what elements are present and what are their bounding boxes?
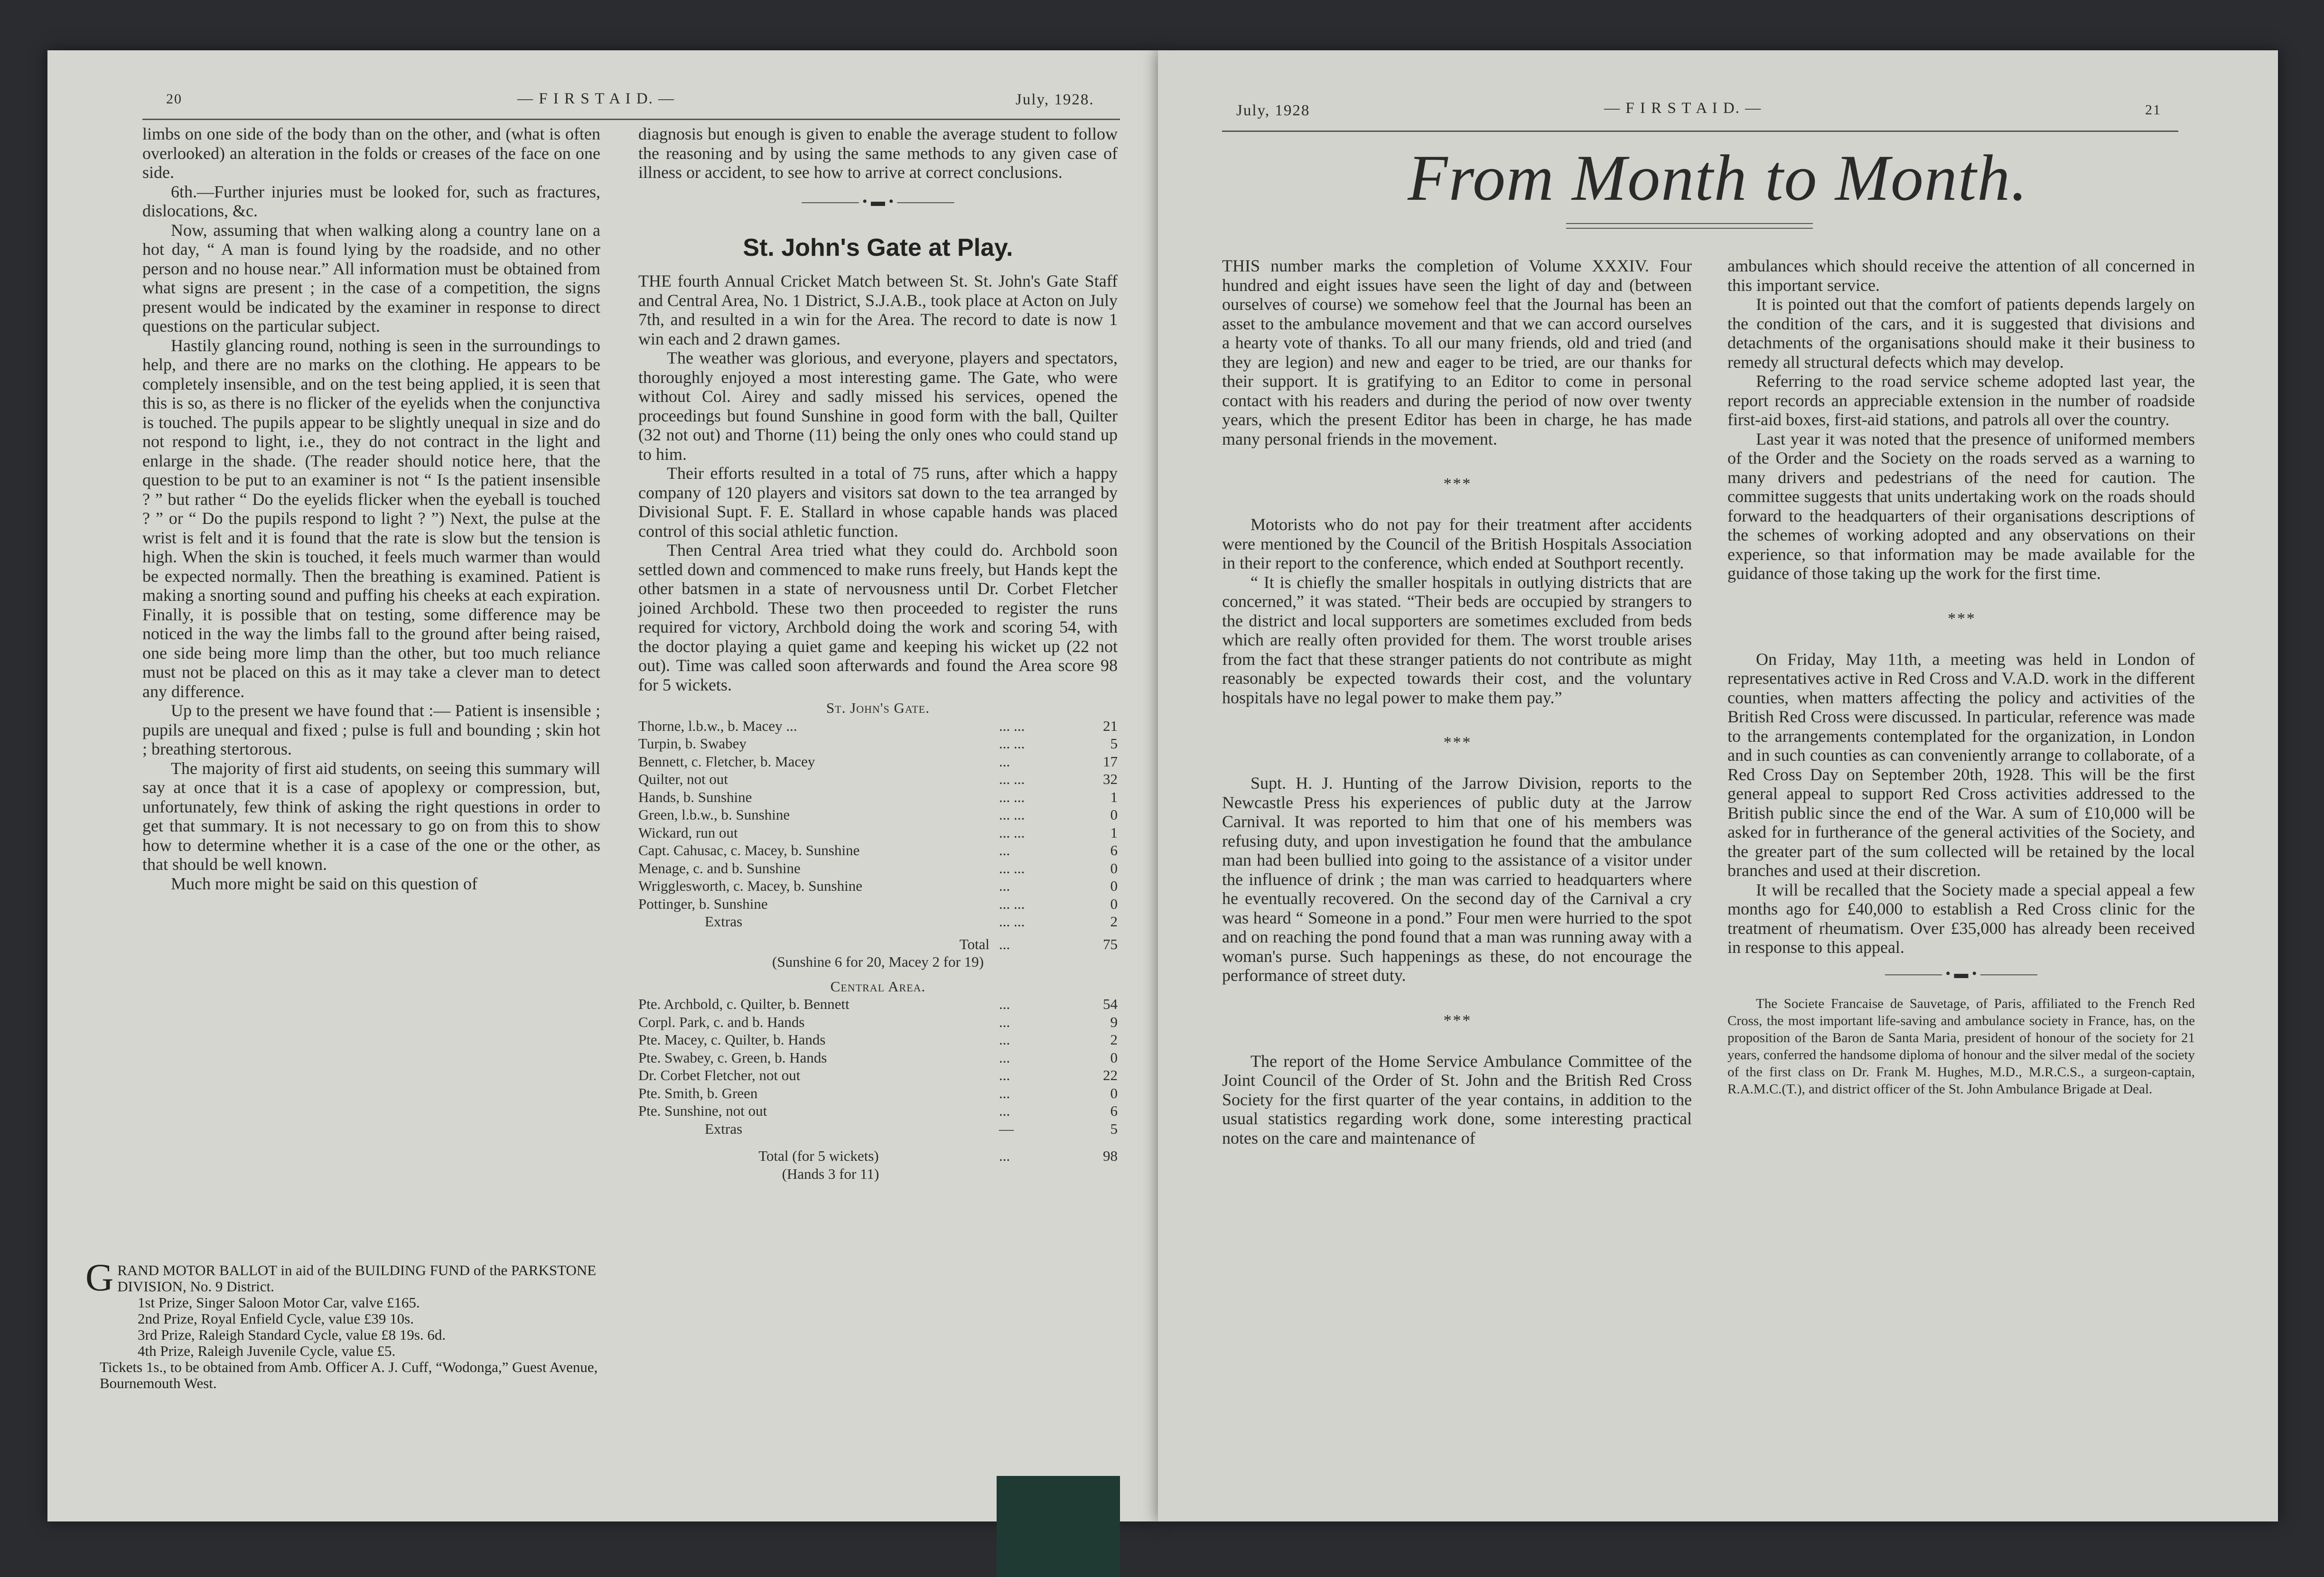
paragraph: The majority of first aid students, on seeing this summary will say at once that it is a case of apoplexy or compression, but, unfortunately, few think of asking the right questions in order to get that summary. It is not necessary to go on from this to show how to determine whether it is a case of the one or the other, as that should be well known. <box>142 758 600 874</box>
paragraph: Motorists who do not pay for their treatment after accidents were mentioned by the Council of the British Hospitals Association in their report to the conference, which ended at Southport recently. <box>1222 515 1692 572</box>
left-column-1 <box>142 124 600 893</box>
left-running-title: — F I R S T A I D. — <box>517 90 675 107</box>
scorecard-gate <box>638 699 1118 1183</box>
right-date: July, 1928 <box>1236 102 1310 119</box>
score-row: Extras ... ... 2 <box>705 913 1118 930</box>
paragraph: It will be recalled that the Society made a special appeal a few months ago for £40,000 to establish a Red Cross clinic for the treatment of rheumatism. Over £35,000 has already been received in response to this appeal. <box>1727 880 2195 957</box>
paragraph: limbs on one side of the body than on the other, and (what is often overlooked) an alteration in the folds or creases of the face on one side. <box>142 124 600 182</box>
bowling-summary: (Hands 3 for 11) <box>782 1165 879 1182</box>
paragraph: “ It is chiefly the smaller hospitals in outlying districts that are concerned,” it was stated. “Their beds are occupied by strangers to the district and local supporters are sometimes excluded from beds which are really often provided for them. The worst trouble arises from the fact that these stranger patients do not contribute as might reasonably be expected towards their cost, and the voluntary hospitals have no legal power to make them pay.” <box>1222 572 1692 707</box>
left-date: July, 1928. <box>1016 91 1094 108</box>
right-running-title: — F I R S T A I D. — <box>1604 100 1762 117</box>
prize-line: 1st Prize, Singer Saloon Motor Car, valve £165. <box>138 1294 420 1311</box>
article-heading: St. John's Gate at Play. <box>743 233 1013 261</box>
right-column-2 <box>1727 256 2195 1098</box>
score-total: Total ... 75 <box>959 935 1118 952</box>
paragraph: It is pointed out that the comfort of patients depends largely on the condition of the cars, and it is suggested that divisions and detachments of the organisations should make it their business to remedy all structural defects which may develop. <box>1727 295 2195 372</box>
scorecard-title: St. John's Gate. <box>826 700 930 716</box>
paragraph: ambulances which should receive the attention of all concerned in this important service. <box>1727 256 2195 295</box>
left-page-number: 20 <box>166 91 182 107</box>
paragraph: Referring to the road service scheme adopted last year, the report records an appreciable extension in the number of roadside first-aid boxes, first-aid stations, and patrols all over the country. <box>1727 372 2195 429</box>
score-row: Hands, b. Sunshine ... ... 1 <box>638 788 1118 805</box>
asterism: * * * <box>1443 475 1471 493</box>
paragraph: Supt. H. J. Hunting of the Jarrow Division, reports to the Newcastle Press his experiences of public duty at the Jarrow Carnival. It was reported to him that one of his members was refusing duty, and upon investigation he found that the ambulance man had been bullied into going to the assistance of a visitor under the influence of drink ; the man was carried to headquarters where he eventually recovered. On the second day of the Carnival a cry was heard “ Someone in a pond.” Four men were hurried to the spot and on reaching the pond found that a man was running away with a woman's purse. Such happenings as these, do not encourage the performance of street duty. <box>1222 774 1692 985</box>
score-total: Total (for 5 wickets) ... 98 <box>758 1148 1118 1164</box>
title-underline <box>1566 223 1813 224</box>
score-row: Corpl. Park, c. and b. Hands ... 9 <box>638 1013 1118 1030</box>
ballot-notice <box>85 1256 598 1391</box>
paragraph: Their efforts resulted in a total of 75 runs, after which a happy company of 120 players and visitors sat down to the tea arranged by Divisional Supt. F. E. Stallard in whose capable hands was placed control of this social athletic function. <box>638 464 1118 541</box>
score-row: Pte. Archbold, c. Quilter, b. Bennett ... 54 <box>638 996 1118 1012</box>
right-header-rule <box>1222 131 2178 132</box>
score-row: Capt. Cahusac, c. Macey, b. Sunshine ... 6 <box>638 842 1118 858</box>
right-column-1 <box>1222 256 1692 1148</box>
paragraph: diagnosis but enough is given to enable the average student to follow the reasoning and by using the same methods to any given case of illness or accident, to see how to arrive at correct conclusions. <box>638 124 1118 182</box>
book-spine <box>997 1476 1120 1577</box>
title-underline <box>1566 228 1813 229</box>
score-row: Menage, c. and b. Sunshine ... ... 0 <box>638 859 1118 877</box>
score-row: Quilter, not out ... ... 32 <box>638 771 1118 787</box>
asterism: * * * <box>1948 609 1975 627</box>
score-row: Thorne, l.b.w., b. Macey ... ... ... 21 <box>638 717 1118 734</box>
small-paragraph: The Societe Francaise de Sauvetage, of Paris, affiliated to the French Red Cross, the most important life-saving and ambulance society in France, has, on the proposition of the Baron de Santa Maria, president of honour of the society for 21 years, conferred the handsome diploma of honour and the silver medal of the society of the first class on Dr. Frank M. Hughes, M.D., M.R.C.S., a surgeon-captain, R.A.M.C.(T.), and district officer of the St. John Ambulance Brigade at Deal. <box>1727 996 2195 1097</box>
bowling-summary: (Sunshine 6 for 20, Macey 2 for 19) <box>772 953 984 970</box>
paragraph: Hastily glancing round, nothing is seen in the surroundings to help, and there are no marks on the clothing. He appears to be completely insensible, and on the test being applied, it is seen that this is so, as there is no flicker of the eyelids when the conjunctiva is touched. The pupils appear to be slightly unequal in size and do not respond to light, i.e., they do not contract in the light and enlarge in the shade. (The reader should notice here, that the question to be put to an examiner is not “ Is the patient insensible ? ” but rather “ Do the eyelids flicker when the eyeball is touched ? ” or “ Do the pupils respond to light ? ”) Next, the pulse at the wrist is felt and it is found that the rate is slow but the tension is high. When the skin is touched, it feels much warmer than would be expected normally. Then the breathing is examined. Patient is making a snorting sound and puffing his cheeks at each expiration. Finally, it is possible that on testing, some difference may be noticed in the way the limbs fall to the ground after being raised, one side being more limp than the other, but too much reliance must not be placed on this as it may take a clever man to detect any difference. <box>142 336 600 701</box>
scorecard-title: Central Area. <box>830 978 926 995</box>
left-column-2 <box>638 124 1118 1183</box>
score-row: Green, l.b.w., b. Sunshine ... ... 0 <box>638 806 1118 823</box>
paragraph: THIS number marks the completion of Volume XXXIV. Four hundred and eight issues have seen the light of day and (between ourselves of course) we somehow feel that the Journal has been an asset to the ambulance movement and that we can accord ourselves a hearty vote of thanks. To all our many friends, old and tried (and they are legion) and new and eager to be tried, are our thanks for their support. It is gratifying to an Editor to come in personal contact with his readers and during the period of now over twenty years, which the present Editor has been in charge, he has made many personal friends in the movement. <box>1222 256 1692 448</box>
section-title: From Month to Month. <box>1408 141 2028 214</box>
paragraph: The weather was glorious, and everyone, players and spectators, thoroughly enjoyed a most interesting game. The Gate, who were without Col. Airey and sadly missed his services, opened the proceedings but found Sunshine in good form with the ball, Quilter (32 not out) and Thorne (11) being the only ones who could stand up to him. <box>638 348 1118 464</box>
prize-line: 3rd Prize, Raleigh Standard Cycle, value £8 19s. 6d. <box>138 1326 446 1343</box>
left-header-rule <box>142 119 1120 120</box>
paragraph: Then Central Area tried what they could do. Archbold soon settled down and commenced to make runs freely, but Hands kept the other batsmen in a state of nervousness until Dr. Corbet Fletcher joined Archbold. These two then proceeded to register the runs required for victory, Archbold doing the work and scoring 54, with the doctor playing a quiet game and keeping his wicket up (22 not out). Time was called soon afterwards and found the Area score 98 for 5 wickets. <box>638 541 1118 694</box>
ballot-tickets: Tickets 1s., to be obtained from Amb. Officer A. J. Cuff, “Wodonga,” Guest Avenue, Bournemouth West. <box>100 1359 598 1391</box>
score-row: Pte. Swabey, c. Green, b. Hands ... 0 <box>638 1049 1118 1066</box>
score-row: Pte. Smith, b. Green ... 0 <box>638 1084 1118 1101</box>
paragraph: Much more might be said on this question of <box>171 874 477 893</box>
right-page-number: 21 <box>2145 102 2161 118</box>
paragraph: Now, assuming that when walking along a country lane on a hot day, “ A man is found lying by the roadside, and no other person and no house near.” All information must be obtained from what signs are present ; in the case of a competition, the signs present would be indicated by the examiner in response to direct questions on the particular subject. <box>142 220 600 336</box>
prize-line: 2nd Prize, Royal Enfield Cycle, value £39 10s. <box>138 1310 414 1327</box>
score-row: Pte. Sunshine, not out ... 6 <box>638 1102 1118 1119</box>
score-row: Dr. Corbet Fletcher, not out ... 22 <box>638 1067 1118 1083</box>
paragraph: The report of the Home Service Ambulance Committee of the Joint Council of the Order of St. John and the British Red Cross Society for the first quarter of the year contains, in addition to the usual statistics regarding work done, some interesting practical notes on the care and maintenance of <box>1222 1051 1692 1148</box>
asterism: * * * <box>1443 734 1471 751</box>
score-row: Extras — 5 <box>705 1120 1118 1137</box>
asterism: * * * <box>1443 1011 1471 1029</box>
ballot-heading: RAND MOTOR BALLOT in aid of the BUILDING FUND of the PARKSTONE DIVISION, No. 9 District. <box>117 1262 597 1295</box>
dropcap: G <box>85 1256 114 1299</box>
ornament-divider: ———— • ▬ • ———— <box>1885 965 2037 981</box>
score-row: Wickard, run out ... ... 1 <box>638 824 1118 841</box>
paragraph: Last year it was noted that the presence of uniformed members of the Order and the Society on the roads served as a warning to many drivers and pedestrians of the need for caution. The committee suggests that units undertaking work on the roads should forward to the headquarters of their organisations descriptions of the schemes of working adopted and any observations on their experience, so that information may be made available for the guidance of those taking up the work for the first time. <box>1727 429 2195 583</box>
paragraph: On Friday, May 11th, a meeting was held in London of representatives active in Red Cross and V.A.D. work in the different counties, when matters affecting the policy and activities of the British Red Cross were discussed. In particular, reference was made to the arrangements contemplated for the organization, in London and in such counties as can conveniently arrange to collaborate, of a Red Cross Day on September 20th, 1928. This will be the first general appeal to support Red Cross activities addressed to the British public since the end of the War. A sum of £10,000 will be asked for in furtherance of the general activities of the Society, and the greater part of the sum collected will be retained by the local branches and used at their discretion. <box>1727 649 2195 880</box>
paragraph: THE fourth Annual Cricket Match between St. St. John's Gate Staff and Central Area, No. 1 District, S.J.A.B., took place at Acton on July 7th, and resulted in a win for the Area. The record to date is now 1 win each and 2 drawn games. <box>638 271 1118 348</box>
ornament-divider: ———— • ▬ • ———— <box>802 193 954 209</box>
paragraph: 6th.—Further injuries must be looked for, such as fractures, dislocations, &c. <box>142 182 600 220</box>
score-row: Pottinger, b. Sunshine ... ... 0 <box>638 895 1118 912</box>
score-row: Turpin, b. Swabey ... ... 5 <box>638 735 1118 752</box>
score-row: Pte. Macey, c. Quilter, b. Hands ... 2 <box>638 1031 1118 1048</box>
score-row: Wrigglesworth, c. Macey, b. Sunshine ... 0 <box>638 877 1118 894</box>
paragraph: Up to the present we have found that :— Patient is insensible ; pupils are unequal and fixed ; pulse is full and bounding ; skin hot ; breathing stertorous. <box>142 701 600 758</box>
score-row: Bennett, c. Fletcher, b. Macey ... 17 <box>638 753 1118 770</box>
prize-line: 4th Prize, Raleigh Juvenile Cycle, value £5. <box>138 1343 396 1359</box>
